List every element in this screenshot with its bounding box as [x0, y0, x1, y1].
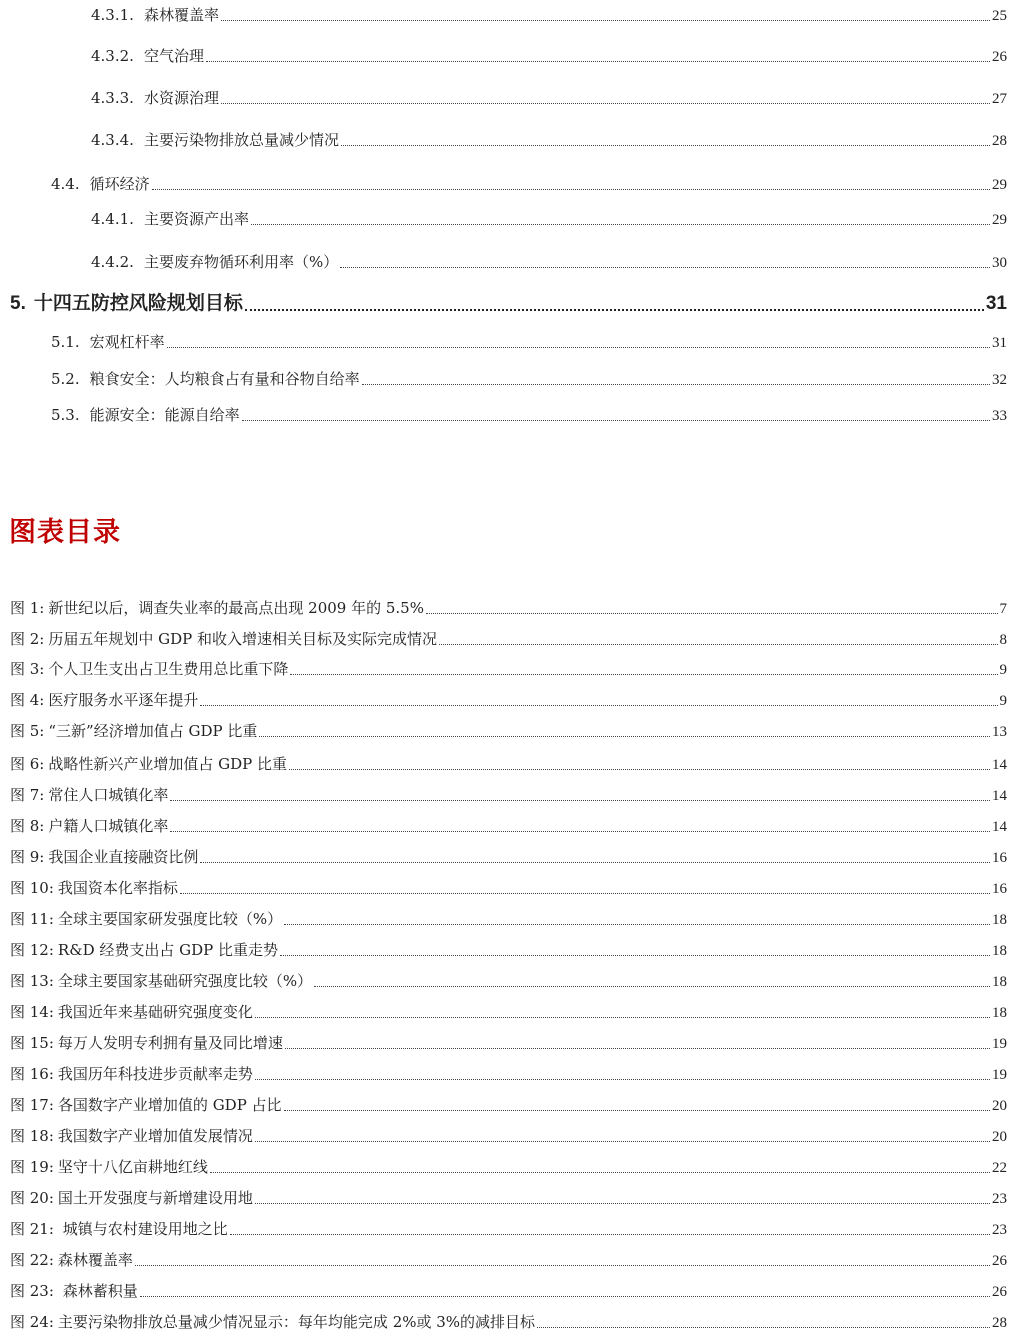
figure-title: 每万人发明专利拥有量及同比增速	[57, 1034, 283, 1052]
figure-page-number: 18	[992, 943, 1007, 959]
figure-number: 图 7:	[10, 786, 45, 804]
figure-title: 我国近年来基础研究强度变化	[57, 1003, 253, 1021]
figure-page-number: 19	[992, 1036, 1007, 1052]
dot-leader	[289, 769, 990, 770]
figure-number: 图 11:	[10, 910, 54, 928]
figure-title: 我国历年科技进步贡献率走势	[57, 1065, 253, 1083]
toc-entry-chapter[interactable]	[10, 292, 1007, 316]
figure-title: 户籍人口城镇化率	[48, 817, 169, 835]
figure-entry[interactable]	[10, 1002, 1007, 1023]
figure-entry[interactable]	[10, 1064, 1007, 1085]
figure-title: 个人卫生支出占卫生费用总比重下降	[48, 660, 289, 678]
figure-entry[interactable]	[10, 1312, 1007, 1333]
toc-page-number: 31	[985, 293, 1007, 314]
dot-leader	[259, 736, 990, 737]
figure-page-number: 18	[992, 974, 1007, 990]
dot-leader	[255, 1079, 990, 1080]
figure-title: 全球主要国家基础研究强度比较（%）	[57, 972, 313, 990]
dot-leader	[284, 1110, 990, 1111]
toc-number: 4.4.	[51, 175, 80, 193]
figure-entry[interactable]	[10, 1281, 1007, 1302]
toc-number: 4.3.3.	[91, 89, 134, 107]
dot-leader	[221, 20, 990, 21]
figure-title: 战略性新兴产业增加值占 GDP 比重	[48, 755, 288, 773]
figure-number: 图 2:	[10, 630, 45, 648]
figures-index-heading: 图表目录	[9, 517, 121, 548]
toc-page-number: 26	[992, 49, 1007, 65]
dot-leader	[242, 420, 990, 421]
figure-entry[interactable]	[10, 1219, 1007, 1240]
figure-page-number: 23	[992, 1222, 1007, 1238]
figure-title: 医疗服务水平逐年提升	[48, 691, 199, 709]
figure-page-number: 16	[992, 881, 1007, 897]
dot-leader	[362, 384, 990, 385]
figure-page-number: 16	[992, 850, 1007, 866]
dot-leader	[230, 1234, 990, 1235]
toc-number: 5.	[10, 293, 26, 314]
toc-number: 4.4.2.	[91, 253, 134, 271]
figure-number: 图 9:	[10, 848, 45, 866]
figure-title: R&D 经费支出占 GDP 比重走势	[57, 941, 279, 959]
figure-number: 图 13:	[10, 972, 54, 990]
figure-number: 图 12:	[10, 941, 54, 959]
toc-title: 粮食安全：人均粮食占有量和谷物自给率	[89, 370, 360, 388]
toc-title: 主要污染物排放总量减少情况	[143, 131, 339, 149]
figure-title: 全球主要国家研发强度比较（%）	[57, 910, 283, 928]
figure-entry[interactable]	[10, 629, 1007, 650]
toc-title: 森林覆盖率	[143, 6, 219, 24]
toc-page-number: 25	[992, 8, 1007, 24]
toc-entry[interactable]	[91, 46, 1007, 67]
figure-page-number: 14	[992, 788, 1007, 804]
figure-number: 图 21:	[10, 1220, 54, 1238]
figure-number: 图 22:	[10, 1251, 54, 1269]
figure-page-number: 20	[992, 1129, 1007, 1145]
figure-page-number: 28	[992, 1315, 1007, 1331]
figure-page-number: 14	[992, 819, 1007, 835]
toc-title: 十四五防控风险规划目标	[33, 293, 243, 314]
toc-number: 4.3.1.	[91, 6, 134, 24]
figure-number: 图 3:	[10, 660, 45, 678]
figure-page-number: 18	[992, 1005, 1007, 1021]
toc-number: 4.3.2.	[91, 47, 134, 65]
figure-entry[interactable]	[10, 1126, 1007, 1147]
figure-title: 主要污染物排放总量减少情况显示：每年均能完成 2%或 3%的减排目标	[57, 1313, 536, 1331]
dot-leader	[170, 800, 990, 801]
figure-title: 国土开发强度与新增建设用地	[57, 1189, 253, 1207]
toc-title: 宏观杠杆率	[89, 333, 165, 351]
toc-page-number: 28	[992, 133, 1007, 149]
figure-page-number: 20	[992, 1098, 1007, 1114]
figure-page-number: 23	[992, 1191, 1007, 1207]
dot-leader	[170, 831, 990, 832]
figure-title: 坚守十八亿亩耕地红线	[57, 1158, 208, 1176]
figure-title: 森林蓄积量	[57, 1282, 138, 1300]
toc-title: 能源安全：能源自给率	[89, 406, 240, 424]
dot-leader	[285, 1048, 990, 1049]
dot-leader	[284, 924, 990, 925]
dot-leader	[341, 145, 990, 146]
figure-entry[interactable]	[10, 659, 1007, 680]
toc-number: 5.1.	[51, 333, 80, 351]
figure-page-number: 18	[992, 912, 1007, 928]
figure-number: 图 16:	[10, 1065, 54, 1083]
toc-number: 4.4.1.	[91, 210, 134, 228]
figure-page-number: 22	[992, 1160, 1007, 1176]
figure-entry[interactable]	[10, 721, 1007, 742]
dot-leader	[200, 705, 997, 706]
toc-entry[interactable]	[91, 209, 1007, 230]
figure-entry[interactable]	[10, 940, 1007, 961]
dot-leader	[439, 644, 997, 645]
figure-number: 图 17:	[10, 1096, 54, 1114]
figure-number: 图 15:	[10, 1034, 54, 1052]
toc-page-number: 30	[992, 255, 1007, 271]
toc-number: 5.3.	[51, 406, 80, 424]
toc-title: 空气治理	[143, 47, 204, 65]
dot-leader	[314, 986, 990, 987]
dot-leader	[167, 347, 990, 348]
toc-title: 主要资源产出率	[143, 210, 249, 228]
toc-title: 水资源治理	[143, 89, 219, 107]
figure-title: 我国企业直接融资比例	[48, 848, 199, 866]
figure-page-number: 9	[999, 662, 1007, 678]
figure-entry[interactable]	[10, 1033, 1007, 1054]
toc-entry[interactable]	[51, 332, 1007, 353]
figure-number: 图 14:	[10, 1003, 54, 1021]
toc-page-number: 32	[992, 372, 1007, 388]
figure-entry[interactable]	[10, 785, 1007, 806]
dot-leader	[537, 1327, 990, 1328]
toc-page-number: 33	[992, 408, 1007, 424]
figure-entry[interactable]	[10, 690, 1007, 711]
figure-page-number: 19	[992, 1067, 1007, 1083]
figure-page-number: 9	[999, 693, 1007, 709]
figure-entry[interactable]	[10, 971, 1007, 992]
dot-leader	[290, 674, 997, 675]
dot-leader	[135, 1265, 990, 1266]
dot-leader	[255, 1017, 990, 1018]
dot-leader	[206, 61, 990, 62]
dot-leader	[152, 189, 990, 190]
toc-entry[interactable]	[51, 174, 1007, 195]
dot-leader	[221, 103, 990, 104]
dot-leader	[180, 893, 990, 894]
dot-leader	[251, 224, 990, 225]
dot-leader	[255, 1203, 990, 1204]
figure-number: 图 10:	[10, 879, 54, 897]
dot-leader	[340, 267, 990, 268]
toc-entry[interactable]	[91, 88, 1007, 109]
figure-entry[interactable]	[10, 1250, 1007, 1271]
dot-leader	[255, 1141, 990, 1142]
figure-title: 历届五年规划中 GDP 和收入增速相关目标及实际完成情况	[48, 630, 438, 648]
toc-page-number: 27	[992, 91, 1007, 107]
dot-leader	[200, 862, 990, 863]
figure-title: 城镇与农村建设用地之比	[57, 1220, 228, 1238]
figure-entry[interactable]	[10, 1095, 1007, 1116]
figure-title: 常住人口城镇化率	[48, 786, 169, 804]
figure-entry[interactable]	[10, 1188, 1007, 1209]
figure-entry[interactable]	[10, 878, 1007, 899]
toc-entry[interactable]	[91, 5, 1007, 26]
toc-entry[interactable]	[91, 130, 1007, 151]
figure-page-number: 26	[992, 1284, 1007, 1300]
figure-number: 图 4:	[10, 691, 45, 709]
figure-page-number: 14	[992, 757, 1007, 773]
toc-number: 5.2.	[51, 370, 80, 388]
figure-number: 图 23:	[10, 1282, 54, 1300]
dot-leader	[280, 955, 990, 956]
figure-entry[interactable]	[10, 754, 1007, 775]
toc-entry[interactable]	[91, 252, 1007, 273]
figure-number: 图 5:	[10, 722, 45, 740]
figure-page-number: 7	[999, 601, 1007, 617]
figure-title: 森林覆盖率	[57, 1251, 133, 1269]
figure-entry[interactable]	[10, 847, 1007, 868]
figure-number: 图 1:	[10, 599, 45, 617]
figure-title: 各国数字产业增加值的 GDP 占比	[57, 1096, 282, 1114]
figure-title: “三新”经济增加值占 GDP 比重	[48, 722, 258, 740]
figure-number: 图 20:	[10, 1189, 54, 1207]
figure-number: 图 24:	[10, 1313, 54, 1331]
toc-number: 4.3.4.	[91, 131, 134, 149]
dot-leader	[426, 613, 998, 614]
figure-number: 图 8:	[10, 817, 45, 835]
dot-leader	[140, 1296, 990, 1297]
toc-page-number: 29	[992, 212, 1007, 228]
figure-page-number: 13	[992, 724, 1007, 740]
toc-entry[interactable]	[51, 369, 1007, 390]
toc-title: 主要废弃物循环利用率（%）	[143, 253, 339, 271]
toc-entry[interactable]	[51, 405, 1007, 426]
toc-page-number: 29	[992, 177, 1007, 193]
figure-title: 新世纪以后，调查失业率的最高点出现 2009 年的 5.5%	[48, 599, 424, 617]
toc-title: 循环经济	[89, 175, 150, 193]
figure-title: 我国数字产业增加值发展情况	[57, 1127, 253, 1145]
figure-number: 图 18:	[10, 1127, 54, 1145]
figure-page-number: 8	[999, 632, 1007, 648]
figure-entry[interactable]	[10, 1157, 1007, 1178]
dot-leader	[245, 309, 984, 311]
figure-entry[interactable]	[10, 598, 1007, 619]
figure-entry[interactable]	[10, 909, 1007, 930]
figure-title: 我国资本化率指标	[57, 879, 178, 897]
figure-entry[interactable]	[10, 816, 1007, 837]
figure-page-number: 26	[992, 1253, 1007, 1269]
figure-number: 图 6:	[10, 755, 45, 773]
toc-page-number: 31	[992, 335, 1007, 351]
dot-leader	[210, 1172, 990, 1173]
figure-number: 图 19:	[10, 1158, 54, 1176]
